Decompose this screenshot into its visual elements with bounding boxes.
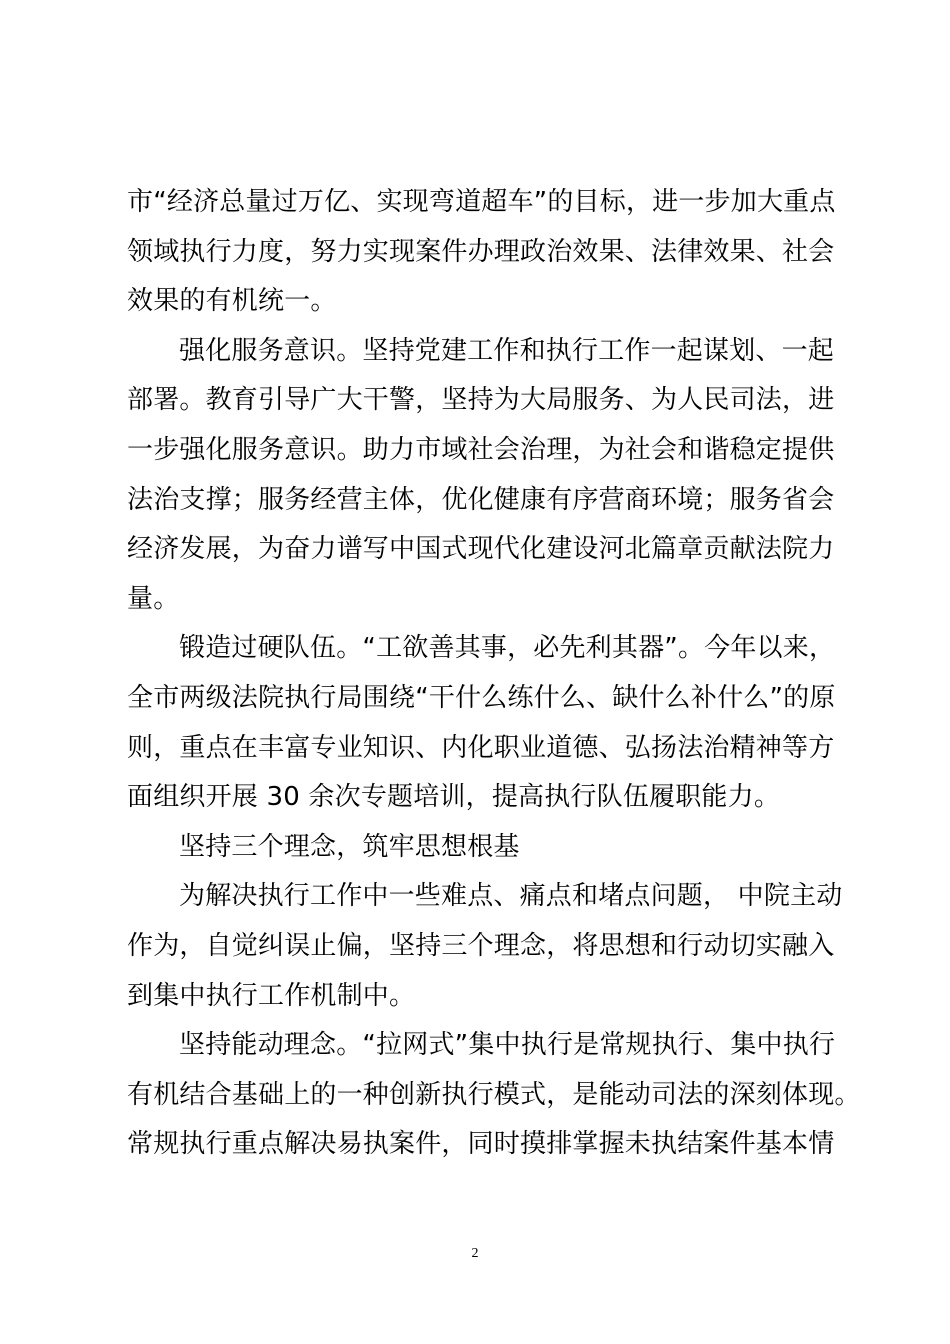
paragraph-start-line: 强化服务意识。坚持党建工作和执行工作一起谋划、一起: [179, 335, 835, 366]
text-line: 经济发展，为奋力谱写中国式现代化建设河北篇章贡献法院力: [127, 534, 835, 565]
page-number: 2: [471, 1246, 479, 1261]
text-line: 全市两级法院执行局围绕“干什么练什么、缺什么补什么”的原: [127, 682, 836, 713]
section-heading: 坚持三个理念，筑牢思想根基: [179, 831, 520, 862]
paragraph-start-line: 为解决执行工作中一些难点、痛点和堵点问题， 中院主动: [179, 881, 843, 912]
text-line: 常规执行重点解决易执案件，同时摸排掌握未执结案件基本情: [127, 1129, 835, 1160]
text-line: 面组织开展 30 余次专题培训，提高执行队伍履职能力。: [127, 782, 781, 813]
text-line: 效果的有机统一。: [127, 286, 337, 317]
body-text: [127, 178, 861, 1170]
text-line: 一步强化服务意识。助力市域社会治理，为社会和谐稳定提供: [127, 434, 835, 465]
text-line: 作为，自觉纠误止偏，坚持三个理念，将思想和行动切实融入: [127, 930, 835, 961]
text-line: 量。: [127, 583, 180, 614]
paragraph-start-line: 坚持能动理念。“拉网式”集中执行是常规执行、集中执行: [179, 1030, 836, 1061]
text-line: 法治支撑；服务经营主体，优化健康有序营商环境；服务省会: [127, 484, 835, 515]
text-line: 市“经济总量过万亿、实现弯道超车”的目标，进一步加大重点: [127, 187, 836, 217]
text-line: 则，重点在丰富专业知识、内化职业道德、弘扬法治精神等方: [127, 732, 835, 763]
text-line: 有机结合基础上的一种创新执行模式，是能动司法的深刻体现。: [127, 1079, 861, 1110]
text-line: 到集中执行工作机制中。: [127, 980, 416, 1011]
text-line: 部署。教育引导广大干警，坚持为大局服务、为人民司法，进: [127, 385, 835, 416]
paragraph-start-line: 锻造过硬队伍。“工欲善其事，必先利其器”。今年以来，: [179, 633, 836, 664]
text-line: 领域执行力度，努力实现案件办理政治效果、法律效果、社会: [127, 236, 835, 267]
